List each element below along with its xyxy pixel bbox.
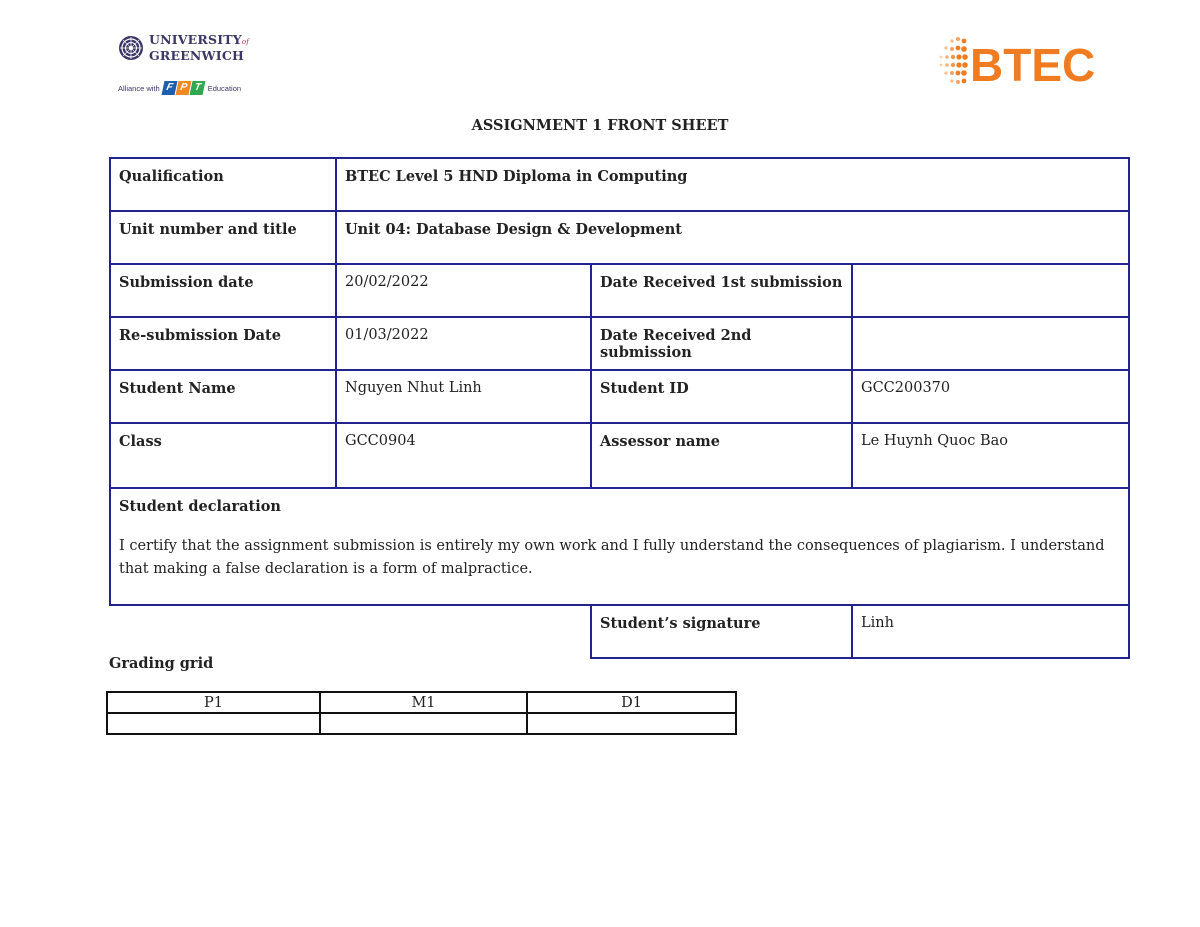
student-name-label: Student Name	[110, 370, 336, 423]
unit-label: Unit number and title	[110, 211, 336, 264]
fpt-letter-t: T	[189, 81, 205, 95]
class-label: Class	[110, 423, 336, 488]
grade-header-p1: P1	[107, 692, 320, 713]
student-row	[110, 370, 1129, 423]
alliance-suffix: Education	[207, 83, 242, 93]
grading-header-row	[107, 692, 736, 713]
date-received-1-label: Date Received 1st submission	[591, 264, 852, 317]
university-of: of	[241, 38, 250, 46]
qualification-value: BTEC Level 5 HND Diploma in Computing	[336, 158, 1129, 211]
grading-grid-title: Grading grid	[109, 655, 214, 672]
university-name	[149, 33, 249, 62]
submission-row	[110, 264, 1129, 317]
class-value: GCC0904	[336, 423, 591, 488]
assessor-value: Le Huynh Quoc Bao	[852, 423, 1129, 488]
page-title: ASSIGNMENT 1 FRONT SHEET	[471, 117, 729, 134]
university-seal-icon	[118, 35, 144, 61]
resubmission-date-value: 01/03/2022	[336, 317, 591, 370]
university-of-greenwich-logo	[118, 33, 278, 93]
qualification-row	[110, 158, 1129, 211]
date-received-2-label: Date Received 2nd submission	[591, 317, 852, 370]
grade-value-p1	[107, 713, 320, 734]
qualification-label: Qualification	[110, 158, 336, 211]
fpt-alliance	[118, 77, 241, 99]
resubmission-date-label: Re-submission Date	[110, 317, 336, 370]
signature-value: Linh	[852, 605, 1129, 658]
university-line1: UNIVERSITY	[149, 32, 242, 47]
declaration-title: Student declaration	[119, 498, 281, 515]
signature-spacer	[110, 605, 591, 658]
grading-grid-table	[106, 691, 737, 735]
btec-logo	[936, 33, 1122, 93]
class-row	[110, 423, 1129, 488]
fpt-letter-f: F	[161, 81, 177, 95]
fpt-logo	[163, 81, 205, 95]
declaration-cell	[110, 488, 1129, 605]
grade-value-m1	[320, 713, 527, 734]
student-id-value: GCC200370	[852, 370, 1129, 423]
unit-row	[110, 211, 1129, 264]
alliance-prefix: Alliance with	[118, 83, 160, 93]
grading-value-row	[107, 713, 736, 734]
grade-value-d1	[527, 713, 736, 734]
signature-label: Student’s signature	[591, 605, 852, 658]
assessor-label: Assessor name	[591, 423, 852, 488]
declaration-row	[110, 488, 1129, 605]
date-received-2-value	[852, 317, 1129, 370]
btec-logo-text: BTEC	[970, 39, 1096, 91]
declaration-text: I certify that the assignment submission is entirely my own work and I fully understand the consequences of plagiarism. I understand that making a false declaration is a form of malpractice.	[119, 538, 1105, 577]
front-sheet-table	[109, 157, 1130, 659]
unit-value: Unit 04: Database Design & Development	[336, 211, 1129, 264]
university-line2: GREENWICH	[149, 48, 244, 63]
grade-header-d1: D1	[527, 692, 736, 713]
submission-date-label: Submission date	[110, 264, 336, 317]
signature-row	[110, 605, 1129, 658]
student-name-value: Nguyen Nhut Linh	[336, 370, 591, 423]
fpt-letter-p: P	[175, 81, 191, 95]
student-id-label: Student ID	[591, 370, 852, 423]
date-received-1-value	[852, 264, 1129, 317]
submission-date-value: 20/02/2022	[336, 264, 591, 317]
resubmission-row	[110, 317, 1129, 370]
grade-header-m1: M1	[320, 692, 527, 713]
